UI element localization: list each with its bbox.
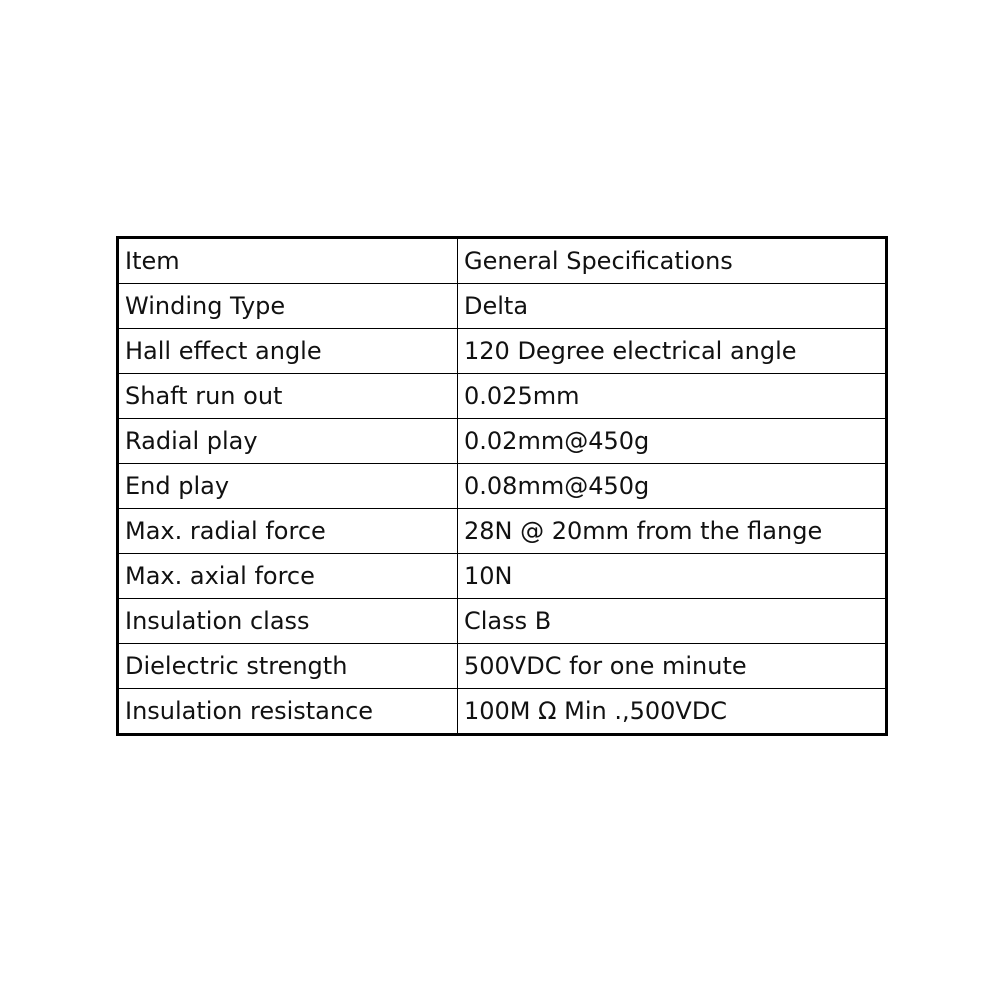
item-cell: Hall effect angle [118,329,458,374]
table-row [118,329,887,374]
item-cell: Max. radial force [118,509,458,554]
item-cell: Dielectric strength [118,644,458,689]
item-cell: Shaft run out [118,374,458,419]
specifications-table-body [118,238,887,735]
item-cell: Max. axial force [118,554,458,599]
table-row [118,509,887,554]
table-row [118,644,887,689]
spec-cell: 28N @ 20mm from the flange [458,509,887,554]
table-row [118,374,887,419]
table-row [118,284,887,329]
item-cell: Insulation class [118,599,458,644]
spec-cell: 10N [458,554,887,599]
item-cell: Insulation resistance [118,689,458,735]
table-row [118,599,887,644]
item-cell: Winding Type [118,284,458,329]
table-row [118,689,887,735]
spec-cell: 100M Ω Min .,500VDC [458,689,887,735]
spec-cell: 500VDC for one minute [458,644,887,689]
spec-cell: 0.025mm [458,374,887,419]
item-cell: Radial play [118,419,458,464]
item-cell: End play [118,464,458,509]
table-header-row [118,238,887,284]
spec-cell: 120 Degree electrical angle [458,329,887,374]
table-row [118,554,887,599]
spec-cell: Class B [458,599,887,644]
spec-cell: 0.02mm@450g [458,419,887,464]
table-row [118,419,887,464]
specifications-table [116,236,888,736]
table-row [118,464,887,509]
header-spec-cell: General Specifications [458,238,887,284]
spec-cell: Delta [458,284,887,329]
header-item-cell: Item [118,238,458,284]
spec-cell: 0.08mm@450g [458,464,887,509]
